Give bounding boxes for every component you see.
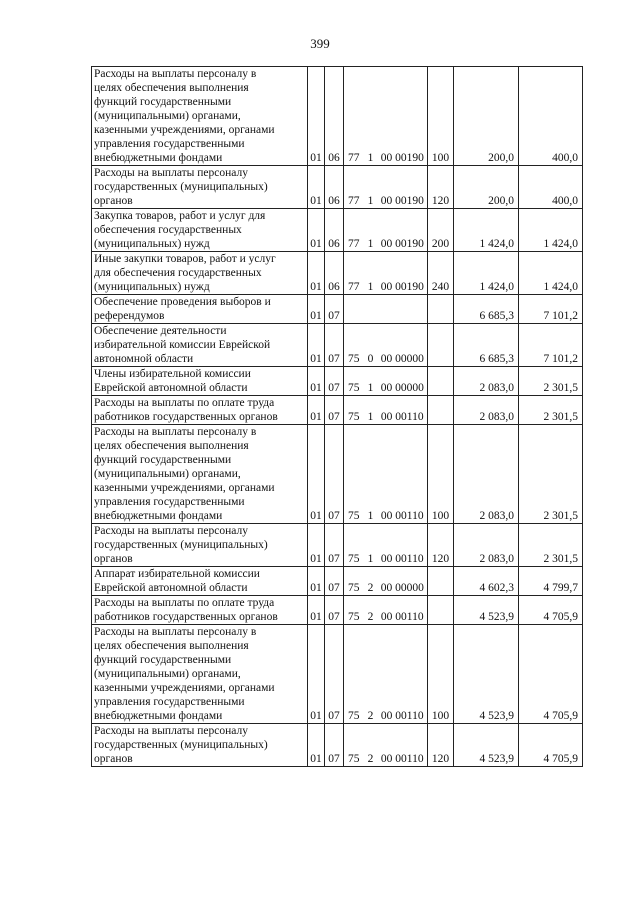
expense-type-cell: 100 (428, 625, 454, 724)
expense-name-line: автономной области (94, 353, 194, 365)
expense-name-line: казенными учреждениями, органами (94, 482, 275, 494)
expense-name-line: Члены избирательной комиссии (94, 368, 251, 380)
expense-name-line: референдумов (94, 310, 165, 322)
amount-year2-cell: 1 424,0 (519, 252, 583, 295)
podrazdel-cell: 07 (325, 396, 344, 425)
amount-year2-cell: 400,0 (519, 166, 583, 209)
table-row (92, 567, 583, 596)
podrazdel-cell: 06 (325, 252, 344, 295)
amount-year2-cell: 7 101,2 (519, 324, 583, 367)
expense-direction-cell: 00 00110 (378, 425, 428, 524)
program-code-cell: 77 (344, 166, 364, 209)
podrazdel-cell: 06 (325, 166, 344, 209)
table-row (92, 625, 583, 724)
expense-name-cell (92, 567, 308, 596)
expense-type-cell: 100 (428, 67, 454, 166)
expense-name-line: Еврейской автономной области (94, 582, 248, 594)
amount-year2-cell: 4 705,9 (519, 596, 583, 625)
razdel-cell: 01 (308, 166, 325, 209)
expense-name-line: (муниципальными) органами, (94, 668, 241, 680)
expense-name-line: функций государственными (94, 654, 232, 666)
expense-name-line: Расходы на выплаты персоналу (94, 525, 248, 537)
table-body (92, 67, 583, 767)
table-row (92, 166, 583, 209)
podrazdel-cell: 07 (325, 596, 344, 625)
page-number: 399 (310, 36, 330, 51)
amount-year2-cell: 2 301,5 (519, 425, 583, 524)
amount-year1-cell: 200,0 (454, 166, 519, 209)
expense-direction-cell: 00 00110 (378, 724, 428, 767)
expense-name-line: Расходы на выплаты персоналу в (94, 626, 257, 638)
expense-name-cell (92, 166, 308, 209)
table-row (92, 324, 583, 367)
expense-name-cell (92, 425, 308, 524)
podrazdel-cell: 07 (325, 367, 344, 396)
podrazdel-cell: 06 (325, 209, 344, 252)
program-code-cell: 77 (344, 209, 364, 252)
program-code-cell: 75 (344, 425, 364, 524)
program-code-cell: 75 (344, 567, 364, 596)
expense-direction-cell: 00 00110 (378, 396, 428, 425)
expense-name-line: Расходы на выплаты по оплате труда (94, 597, 275, 609)
expense-type-cell (428, 367, 454, 396)
budget-table (91, 66, 583, 767)
expense-name-line: управления государственными (94, 138, 245, 150)
expense-type-cell: 120 (428, 166, 454, 209)
expense-direction-cell: 00 00190 (378, 252, 428, 295)
expense-name-cell (92, 724, 308, 767)
expense-type-cell: 240 (428, 252, 454, 295)
amount-year2-cell: 4 705,9 (519, 625, 583, 724)
expense-direction-cell (378, 295, 428, 324)
expense-type-cell (428, 567, 454, 596)
amount-year1-cell: 4 523,9 (454, 724, 519, 767)
expense-name-line: государственных (муниципальных) (94, 181, 268, 193)
expense-name-cell (92, 324, 308, 367)
expense-name-cell (92, 396, 308, 425)
expense-name-cell (92, 367, 308, 396)
expense-name-cell (92, 295, 308, 324)
razdel-cell: 01 (308, 396, 325, 425)
program-code-cell: 77 (344, 67, 364, 166)
amount-year1-cell: 2 083,0 (454, 524, 519, 567)
program-code-cell (344, 295, 364, 324)
expense-type-cell (428, 324, 454, 367)
program-code-cell: 75 (344, 724, 364, 767)
amount-year2-cell: 2 301,5 (519, 396, 583, 425)
expense-type-cell: 200 (428, 209, 454, 252)
expense-direction-cell: 00 00000 (378, 567, 428, 596)
amount-year1-cell: 6 685,3 (454, 324, 519, 367)
subprogram-code-cell: 2 (364, 567, 378, 596)
amount-year2-cell: 1 424,0 (519, 209, 583, 252)
expense-type-cell (428, 596, 454, 625)
expense-name-line: целях обеспечения выполнения (94, 82, 249, 94)
expense-name-line: Аппарат избирательной комиссии (94, 568, 260, 580)
expense-name-line: органов (94, 753, 133, 765)
razdel-cell: 01 (308, 324, 325, 367)
podrazdel-cell: 07 (325, 425, 344, 524)
amount-year1-cell: 6 685,3 (454, 295, 519, 324)
program-code-cell: 75 (344, 596, 364, 625)
expense-name-line: внебюджетными фондами (94, 510, 223, 522)
subprogram-code-cell: 0 (364, 324, 378, 367)
expense-name-line: (муниципальными) органами, (94, 468, 241, 480)
program-code-cell: 75 (344, 367, 364, 396)
razdel-cell: 01 (308, 367, 325, 396)
razdel-cell: 01 (308, 425, 325, 524)
razdel-cell: 01 (308, 596, 325, 625)
expense-name-line: Расходы на выплаты персоналу (94, 167, 248, 179)
expense-name-line: функций государственными (94, 454, 232, 466)
program-code-cell: 77 (344, 252, 364, 295)
expense-name-line: внебюджетными фондами (94, 710, 223, 722)
program-code-cell: 75 (344, 324, 364, 367)
subprogram-code-cell (364, 295, 378, 324)
expense-direction-cell: 00 00000 (378, 324, 428, 367)
razdel-cell: 01 (308, 567, 325, 596)
expense-name-line: избирательной комиссии Еврейской (94, 339, 271, 351)
table-row (92, 295, 583, 324)
expense-type-cell: 120 (428, 724, 454, 767)
podrazdel-cell: 07 (325, 724, 344, 767)
expense-direction-cell: 00 00190 (378, 67, 428, 166)
expense-direction-cell: 00 00000 (378, 367, 428, 396)
podrazdel-cell: 07 (325, 567, 344, 596)
table-row (92, 367, 583, 396)
expense-name-line: обеспечения государственных (94, 224, 242, 236)
table-row (92, 524, 583, 567)
expense-name-line: Обеспечение деятельности (94, 325, 227, 337)
expense-direction-cell: 00 00190 (378, 166, 428, 209)
subprogram-code-cell: 1 (364, 67, 378, 166)
table-row (92, 396, 583, 425)
razdel-cell: 01 (308, 295, 325, 324)
expense-name-line: управления государственными (94, 696, 245, 708)
subprogram-code-cell: 1 (364, 425, 378, 524)
expense-name-line: казенными учреждениями, органами (94, 682, 275, 694)
subprogram-code-cell: 1 (364, 252, 378, 295)
table-row (92, 425, 583, 524)
expense-name-line: целях обеспечения выполнения (94, 440, 249, 452)
program-code-cell: 75 (344, 625, 364, 724)
program-code-cell: 75 (344, 396, 364, 425)
subprogram-code-cell: 1 (364, 367, 378, 396)
expense-name-cell (92, 625, 308, 724)
expense-direction-cell: 00 00190 (378, 209, 428, 252)
expense-name-cell (92, 252, 308, 295)
podrazdel-cell: 07 (325, 524, 344, 567)
razdel-cell: 01 (308, 67, 325, 166)
amount-year1-cell: 2 083,0 (454, 396, 519, 425)
expense-name-line: для обеспечения государственных (94, 267, 262, 279)
amount-year1-cell: 200,0 (454, 67, 519, 166)
expense-name-line: (муниципальными) органами, (94, 110, 241, 122)
table-row (92, 596, 583, 625)
amount-year1-cell: 4 602,3 (454, 567, 519, 596)
expense-name-line: органов (94, 195, 133, 207)
expense-name-line: управления государственными (94, 496, 245, 508)
expense-name-line: (муниципальных) нужд (94, 238, 210, 250)
podrazdel-cell: 07 (325, 625, 344, 724)
expense-name-line: работников государственных органов (94, 411, 278, 423)
expense-type-cell (428, 295, 454, 324)
razdel-cell: 01 (308, 252, 325, 295)
expense-name-line: (муниципальных) нужд (94, 281, 210, 293)
expense-type-cell (428, 396, 454, 425)
expense-name-cell (92, 209, 308, 252)
expense-name-line: Иные закупки товаров, работ и услуг (94, 253, 276, 265)
expense-name-cell (92, 67, 308, 166)
podrazdel-cell: 07 (325, 295, 344, 324)
expense-name-line: казенными учреждениями, органами (94, 124, 275, 136)
amount-year2-cell: 7 101,2 (519, 295, 583, 324)
razdel-cell: 01 (308, 524, 325, 567)
expense-name-line: Еврейской автономной области (94, 382, 248, 394)
amount-year2-cell: 400,0 (519, 67, 583, 166)
amount-year2-cell: 2 301,5 (519, 524, 583, 567)
amount-year1-cell: 2 083,0 (454, 425, 519, 524)
subprogram-code-cell: 2 (364, 596, 378, 625)
amount-year1-cell: 4 523,9 (454, 625, 519, 724)
amount-year1-cell: 4 523,9 (454, 596, 519, 625)
amount-year1-cell: 1 424,0 (454, 209, 519, 252)
expense-type-cell: 120 (428, 524, 454, 567)
expense-name-line: внебюджетными фондами (94, 152, 223, 164)
amount-year2-cell: 2 301,5 (519, 367, 583, 396)
subprogram-code-cell: 1 (364, 524, 378, 567)
expense-name-line: государственных (муниципальных) (94, 739, 268, 751)
expense-type-cell: 100 (428, 425, 454, 524)
subprogram-code-cell: 1 (364, 166, 378, 209)
program-code-cell: 75 (344, 524, 364, 567)
expense-name-line: целях обеспечения выполнения (94, 640, 249, 652)
expense-name-line: государственных (муниципальных) (94, 539, 268, 551)
razdel-cell: 01 (308, 209, 325, 252)
expense-name-line: Обеспечение проведения выборов и (94, 296, 271, 308)
amount-year1-cell: 2 083,0 (454, 367, 519, 396)
subprogram-code-cell: 1 (364, 396, 378, 425)
expense-name-line: Расходы на выплаты по оплате труда (94, 397, 275, 409)
table-row (92, 252, 583, 295)
amount-year2-cell: 4 799,7 (519, 567, 583, 596)
expense-name-line: работников государственных органов (94, 611, 278, 623)
expense-name-line: Расходы на выплаты персоналу в (94, 68, 257, 80)
expense-name-line: Расходы на выплаты персоналу в (94, 426, 257, 438)
expense-direction-cell: 00 00110 (378, 524, 428, 567)
expense-name-line: Расходы на выплаты персоналу (94, 725, 248, 737)
razdel-cell: 01 (308, 724, 325, 767)
podrazdel-cell: 07 (325, 324, 344, 367)
razdel-cell: 01 (308, 625, 325, 724)
subprogram-code-cell: 2 (364, 625, 378, 724)
table-row (92, 209, 583, 252)
expense-name-line: органов (94, 553, 133, 565)
table-row (92, 67, 583, 166)
expense-name-cell (92, 524, 308, 567)
amount-year1-cell: 1 424,0 (454, 252, 519, 295)
subprogram-code-cell: 1 (364, 209, 378, 252)
expense-direction-cell: 00 00110 (378, 625, 428, 724)
subprogram-code-cell: 2 (364, 724, 378, 767)
table-row (92, 724, 583, 767)
expense-direction-cell: 00 00110 (378, 596, 428, 625)
expense-name-line: функций государственными (94, 96, 232, 108)
expense-name-line: Закупка товаров, работ и услуг для (94, 210, 266, 222)
podrazdel-cell: 06 (325, 67, 344, 166)
amount-year2-cell: 4 705,9 (519, 724, 583, 767)
expense-name-cell (92, 596, 308, 625)
